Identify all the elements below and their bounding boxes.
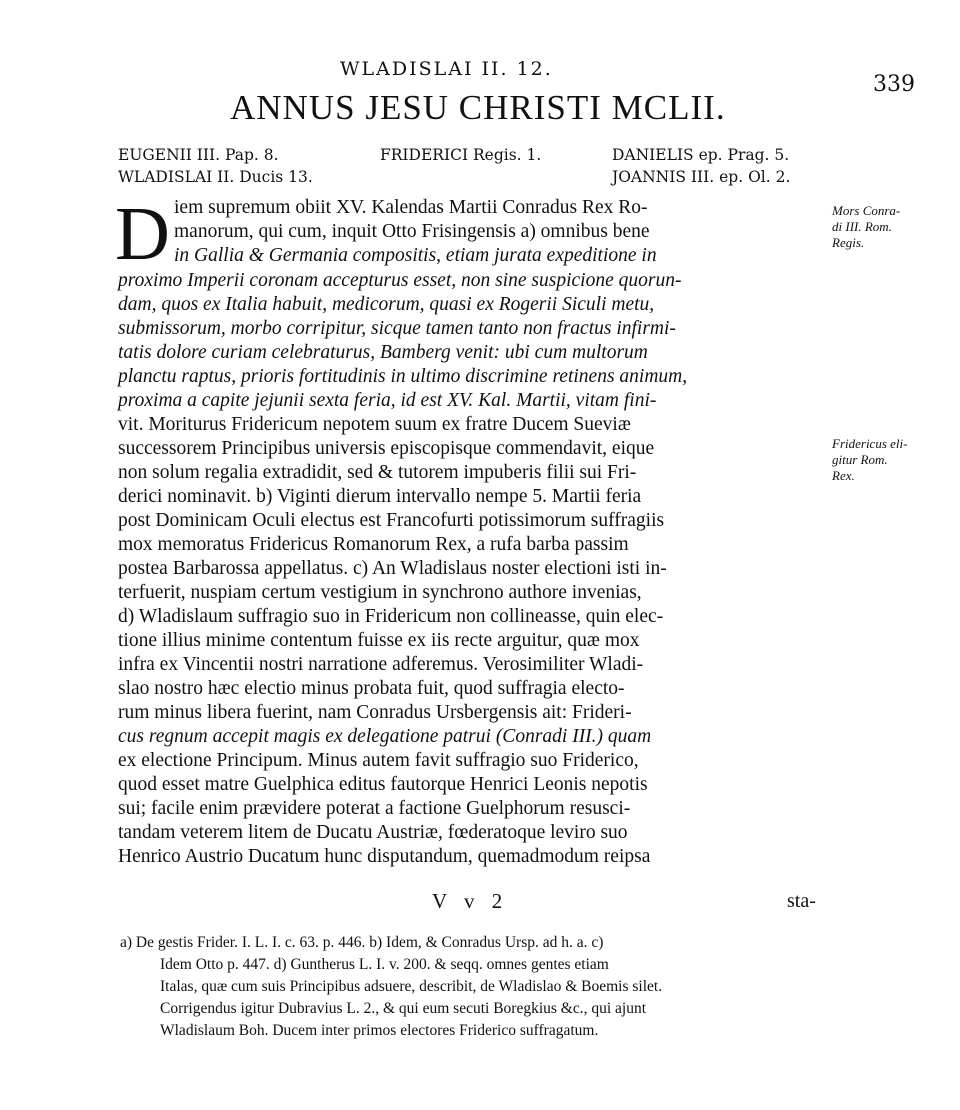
reign-daniel: DANIELIS ep. Prag. 5.	[612, 146, 790, 164]
text-line: tandam veterem litem de Ducatu Austriæ, fœderatoque leviro suo	[118, 822, 628, 843]
footnote-line: Corrigendus igitur Dubravius L. 2., & qui eum secuti Boregkius &c., qui ajunt	[160, 1000, 647, 1017]
reign-wladislaus: WLADISLAI II. Ducis 13.	[118, 168, 313, 186]
margin-note-line: di III. Rom.	[832, 219, 892, 234]
text-line: submissorum, morbo corripitur, sicque tamen tanto non fractus infirmi-	[118, 318, 676, 339]
text-line: sui; facile enim prævidere poterat a factione Guelphorum resusci-	[118, 798, 631, 819]
margin-note-line: Fridericus eli-	[832, 436, 908, 451]
text-line: rum minus libera fuerint, nam Conradus Ursbergensis ait: Frideri-	[118, 702, 632, 723]
margin-note-mors-conradi	[832, 203, 900, 251]
text-line: quod esset matre Guelphica editus fautorque Henrici Leonis nepotis	[118, 774, 648, 795]
margin-note-line: Mors Conra-	[832, 203, 901, 218]
text-line: tione illius minime contentum fuisse ex iis recte arguitur, quæ mox	[118, 630, 640, 651]
reign-eugenius: EUGENII III. Pap. 8.	[118, 146, 279, 164]
text-line: iem supremum obiit XV. Kalendas Martii Conradus Rex Ro-	[174, 197, 648, 218]
text-line: terfuerit, nuspiam certum vestigium in synchrono authore invenias,	[118, 582, 642, 603]
text-line: slao nostro hæc electio minus probata fuit, quod suffragia electo-	[118, 678, 625, 699]
footnote-line: Italas, quæ cum suis Principibus adsuere, describit, de Wladislao & Boemis silet.	[160, 978, 663, 995]
margin-note-line: Regis.	[832, 235, 865, 250]
text-line: successorem Principibus universis episcopisque commendavit, eique	[118, 438, 655, 459]
text-line: Henrico Austrio Ducatum hunc disputandum, quemadmodum reipsa	[118, 846, 651, 867]
footnote-line: a) De gestis Frider. I. L. I. c. 63. p. 446. b) Idem, & Conradus Ursp. ad h. a. c)	[120, 934, 604, 951]
text-line: derici nominavit. b) Viginti dierum intervallo nempe 5. Martii feria	[118, 486, 642, 507]
text-line: planctu raptus, prioris fortitudinis in ultimo discrimine retinens animum,	[118, 366, 688, 387]
reign-fridericus: FRIDERICI Regis. 1.	[380, 146, 542, 164]
text-line: infra ex Vincentii nostri narratione adferemus. Verosimiliter Wladi-	[118, 654, 644, 675]
text-line: post Dominicam Oculi electus est Francofurti potissimorum suffragiis	[118, 510, 665, 531]
running-head: WLADISLAI II. 12.	[340, 58, 553, 80]
text-line: ex electione Principum. Minus autem favit suffragio suo Friderico,	[118, 750, 639, 771]
reign-joannes: JOANNIS III. ep. Ol. 2.	[612, 168, 791, 186]
footnote-line: Wladislaum Boh. Ducem inter primos electores Friderico suffragatum.	[160, 1022, 599, 1039]
margin-note-line: gitur Rom.	[832, 452, 888, 467]
drop-cap: D	[115, 192, 170, 276]
text-line: manorum, qui cum, inquit Otto Frisingensis a) omnibus bene	[174, 221, 650, 242]
text-line: proxima a capite jejunii sexta feria, id est XV. Kal. Martii, vitam fini-	[118, 390, 657, 411]
margin-note-line: Rex.	[832, 468, 855, 483]
text-line: cus regnum accepit magis ex delegatione patrui (Conradi III.) quam	[118, 726, 652, 747]
footnote-line: Idem Otto p. 447. d) Guntherus L. I. v. 200. & seqq. omnes gentes etiam	[160, 956, 609, 973]
catchword: sta-	[787, 890, 816, 912]
text-line: in Gallia & Germania compositis, etiam jurata expeditione in	[174, 245, 657, 266]
text-line: postea Barbarossa appellatus. c) An Wladislaus noster electioni isti in-	[118, 558, 667, 579]
page-title: ANNUS JESU CHRISTI MCLII.	[230, 88, 726, 127]
text-line: d) Wladislaum suffragio suo in Fridericum non collineasse, quin elec-	[118, 606, 664, 627]
margin-note-fridericus-eligitur	[832, 436, 907, 484]
signature-mark: V v 2	[432, 889, 509, 913]
text-line: dam, quos ex Italia habuit, medicorum, quasi ex Rogerii Siculi metu,	[118, 294, 655, 315]
text-line: non solum regalia extradidit, sed & tutorem impuberis filii sui Fri-	[118, 462, 637, 483]
text-line: tatis dolore curiam celebraturus, Bamberg venit: ubi cum multorum	[118, 342, 648, 363]
text-line: vit. Moriturus Fridericum nepotem suum ex fratre Ducem Sueviæ	[118, 414, 631, 435]
page-number: 339	[873, 72, 915, 97]
text-line: mox memoratus Fridericus Romanorum Rex, a rufa barba passim	[118, 534, 629, 555]
text-line: proximo Imperii coronam accepturus esset, non sine suspicione quorun-	[118, 270, 682, 291]
